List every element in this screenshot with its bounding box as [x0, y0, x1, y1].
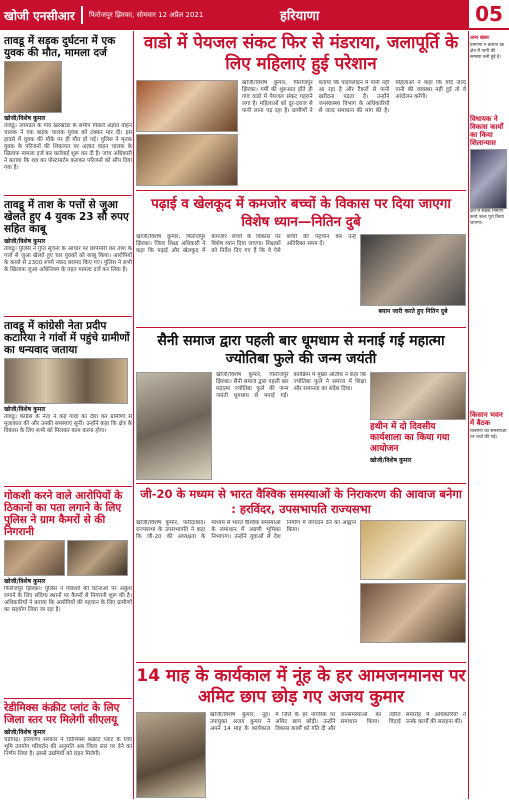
- story-text: तावडू। पुलिस ने गुप्त सूचना के आधार पर छापेमारी कर ताश के पत्तों से जुआ खेलते हुए चार युवकों को काबू किया। आरोपियों के कब्जे से 2300 रुपये नकद बरामद किए गए। पुलिस ने सभी के खिलाफ जुआ अधिनियम के तहत मामला दर्ज कर लिया है।: [4, 246, 132, 273]
- news-photo: [360, 583, 466, 643]
- divider: [136, 483, 466, 484]
- page-number: 05: [475, 2, 503, 26]
- left-column: [4, 32, 132, 798]
- story-block: [136, 520, 466, 660]
- masthead-divider: [81, 6, 83, 24]
- story-headline: पढ़ाई व खेलकूद में कमजोर बच्चों के विकास पर दिया जाएगा विशेष ध्यान—नितिन दुबे: [151, 196, 451, 230]
- story-text: चंडीगढ़। हरियाणा सरकार ने रेडीमिक्स कंक्रीट प्लांट के लिए भूमि उपयोग परिवर्तन की अनुमति अब जिला स्तर पर देने का निर्णय लिया है। इससे उद्यमियों को राहत मिलेगी।: [4, 737, 132, 757]
- story-headline: रेडीमिक्स कंक्रीट प्लांट के लिए जिला स्तर पर मिलेगी सीएलयू: [4, 702, 120, 726]
- news-photo: [470, 149, 507, 209]
- side-story: [370, 372, 466, 480]
- news-photo: [136, 80, 238, 132]
- photo-with-caption: [360, 234, 466, 324]
- lead-story: [136, 80, 466, 188]
- lead-photo-stack: [136, 80, 238, 188]
- story-block: [136, 712, 466, 798]
- news-photo: [370, 372, 466, 420]
- divider: [4, 195, 132, 196]
- column-divider-left: [133, 31, 134, 799]
- story-headline: तावडू में कांग्रेसी नेता प्रदीप कटारिया ने गांवों में पहुंचे ग्रामीणों का धन्यवाद जताया: [4, 320, 130, 356]
- story-byline: खोजी/विशेष कुमार: [4, 406, 46, 413]
- divider: [136, 662, 466, 663]
- masthead: [0, 0, 509, 30]
- divider: [4, 486, 132, 487]
- story-text: खोजी/विशेष कुमार, फरीदाबाद। राज्यसभा के उपसभापति ने कहा कि जी-20 की अध्यक्षता के माध्यम से भारत वैश्विक समस्याओं के समाधान में अग्रणी भूमिका निभाएगा। उन्होंने युवाओं से देश निर्माण में योगदान देने का आह्वान किया।: [136, 520, 356, 540]
- story-headline: तावडू में सड़क दुर्घटना में एक युवक की मौत, मामला दर्ज: [4, 35, 116, 59]
- story-byline: खोजी/विशेष कुमार: [370, 457, 412, 464]
- divider: [136, 327, 466, 328]
- photo-stack: [360, 520, 466, 660]
- right-subhead: अन्य खबर: [470, 35, 489, 41]
- story-byline: खोजी/विशेष कुमार: [4, 115, 46, 122]
- story-byline: खोजी/विशेष कुमार: [4, 578, 46, 585]
- section-title: हरियाणा: [280, 9, 320, 24]
- story-text: खोजी/विशेष कुमार, नूंह। उपायुक्त अजय कुमार ने अपने 14 माह के कार्यकाल में जिले के हर नागरिक पर अमिट छाप छोड़ी। उन्होंने विकास कार्यों को गति दी और जनसमस्याओं का त्वरित समाधान किया। विदाई समारोह में अधिकारियों ने उनके कार्यों की सराहना की।: [210, 712, 466, 732]
- bottom-headline: 14 माह के कार्यकाल में नूंह के हर आमजनमानस पर अमिट छाप छोड़ गए अजय कुमार: [136, 666, 466, 707]
- news-photo: [360, 234, 466, 306]
- newspaper-brand: खोजी एनसीआर: [4, 8, 75, 23]
- story-block: [136, 372, 466, 480]
- divider: [4, 698, 132, 699]
- divider: [4, 316, 132, 317]
- story-headline: गोकशी करने वाले आरोपियों के ठिकानों का पता लगाने के लिए पुलिस ने ग्राम कैमरों से की निगरानी: [4, 490, 123, 538]
- story-text: खोजी/विशेष कुमार, फिरोजपुर झिरका। सैनी समाज द्वारा पहली बार महात्मा ज्योतिबा फुले की जन्म जयंती धूमधाम से मनाई गई। कार्यक्रम में मुख्य अतिथि ने कहा कि ज्योतिबा फुले ने समाज में शिक्षा और समानता का संदेश दिया।: [216, 372, 366, 399]
- right-text: किसानों की समस्याओं पर चर्चा की गई।: [470, 429, 507, 440]
- story-byline: खोजी/विशेष कुमार: [4, 238, 46, 245]
- right-column: [470, 33, 507, 798]
- section-bar: [262, 0, 469, 30]
- story-text: तावडू। कांग्रेस के नेता ने कई गांवों का दौरा कर ग्रामीणों से मुलाकात की और उनकी समस्याएं सुनीं। उन्होंने कहा कि क्षेत्र के विकास के लिए सभी को मिलकर काम करना होगा।: [4, 414, 132, 434]
- story-headline: तावडू में ताश के पत्तों से जुआ खेलते हुए 4 युवक 23 सौ रुपए सहित काबू: [4, 199, 129, 235]
- dateline: फिरोजपुर झिरका, सोमवार 12 अप्रैल 2021: [88, 10, 204, 19]
- story-headline: जी-20 के मध्यम से भारत वैश्विक समस्याओं के निराकरण की आवाज बनेगा : हरविंदर, उपसभापति राज्यसभा: [140, 487, 462, 516]
- story-headline: सैनी समाज द्वारा पहली बार धूमधाम से मनाई गई महात्मा ज्योतिबा फुले की जन्म जयंती: [157, 333, 445, 367]
- right-text: ग्रामीणों ने बताया कि क्षेत्र में पानी की समस्या बनी हुई है।: [470, 43, 505, 60]
- news-photo: [4, 540, 65, 576]
- story-text: खोजी/विशेष कुमार, फिरोजपुर झिरका। जिला शिक्षा अधिकारी ने कहा कि पढ़ाई और खेलकूद में कमजोर बच्चों के विकास पर विशेष ध्यान दिया जाएगा। शिक्षकों को निर्देश दिए गए हैं कि वे ऐसे बच्चों की पहचान कर उन्हें अतिरिक्त समय दें।: [136, 234, 356, 254]
- right-headline: विधायक ने विकास कार्यों का किया शिलान्यास: [470, 115, 504, 147]
- story-text: खोजी/विशेष कुमार, फिरोजपुर झिरका। गर्मी की शुरुआत होते ही गांव वाडो में पेयजल संकट गहराने लगा है। महिलाओं को दूर-दराज से पानी लाना पड़ रहा है। ग्रामीणों ने बताया कि पाइपलाइन में पानी नहीं आ रहा है और टैंकरों से पानी खरीदना पड़ता है। उन्होंने जनस्वास्थ्य विभाग के अधिकारियों से जल्द समाधान की मांग की है। महिलाओं ने कहा कि यदि जल्द पानी की व्यवस्था नहीं हुई तो वे आंदोलन करेंगी।: [242, 80, 466, 114]
- divider: [136, 190, 466, 191]
- right-headline: किसान भवन में बैठक: [470, 411, 503, 427]
- news-photo: [136, 134, 238, 186]
- news-photo: [360, 520, 466, 580]
- news-photo: [67, 540, 128, 576]
- story-byline: खोजी/विशेष कुमार: [4, 729, 46, 736]
- story-body: [4, 61, 132, 113]
- photo-row: [4, 540, 132, 576]
- news-photo: [136, 712, 206, 798]
- photo-caption: बयान जारी करते हुए नितिन दुबे: [378, 308, 448, 315]
- story-block: [136, 234, 466, 324]
- lead-headline: वाडो में पेयजल संकट फिर से मंडराया, जलापूर्ति के लिए महिलाएं हुई परेशान: [143, 33, 459, 74]
- masthead-left: [0, 0, 262, 30]
- page-number-box: [469, 0, 509, 30]
- right-text: क्षेत्र में सड़क निर्माण कार्य जल्द पूरा किया जाएगा।: [470, 209, 504, 226]
- column-divider-right: [468, 31, 469, 799]
- news-photo: [4, 61, 62, 113]
- news-photo: [4, 358, 128, 404]
- news-photo: [136, 372, 212, 480]
- story-text: फिरोजपुर झिरका। पुलिस ने गोकशी की घटनाओं पर अंकुश लगाने के लिए संदिग्ध स्थानों पर कैमरों से निगरानी शुरू की है। अधिकारियों ने बताया कि आरोपियों की पहचान के लिए ग्रामीणों का सहयोग लिया जा रहा है।: [4, 586, 132, 613]
- story-text: तावडू। उपमंडल के गांव खरखोडा के समीप पिछले अज्ञात वाहन चालक ने एक बाइक चालक युवक को टक्कर मार दी। इस हादसे में युवक की मौके पर ही मौत हो गई। पुलिस ने मृतक युवक के परिजनों की शिकायत पर अज्ञात वाहन चालक के खिलाफ मामला दर्ज कर कार्रवाई शुरू कर दी है। जांच अधिकारी ने बताया कि शव का पोस्टमार्टम कराकर परिजनों को सौंप दिया गया है।: [4, 123, 132, 171]
- side-story-headline: हथीन में दो दिवसीय कार्यशाला का किया गया आयोजन: [370, 422, 450, 454]
